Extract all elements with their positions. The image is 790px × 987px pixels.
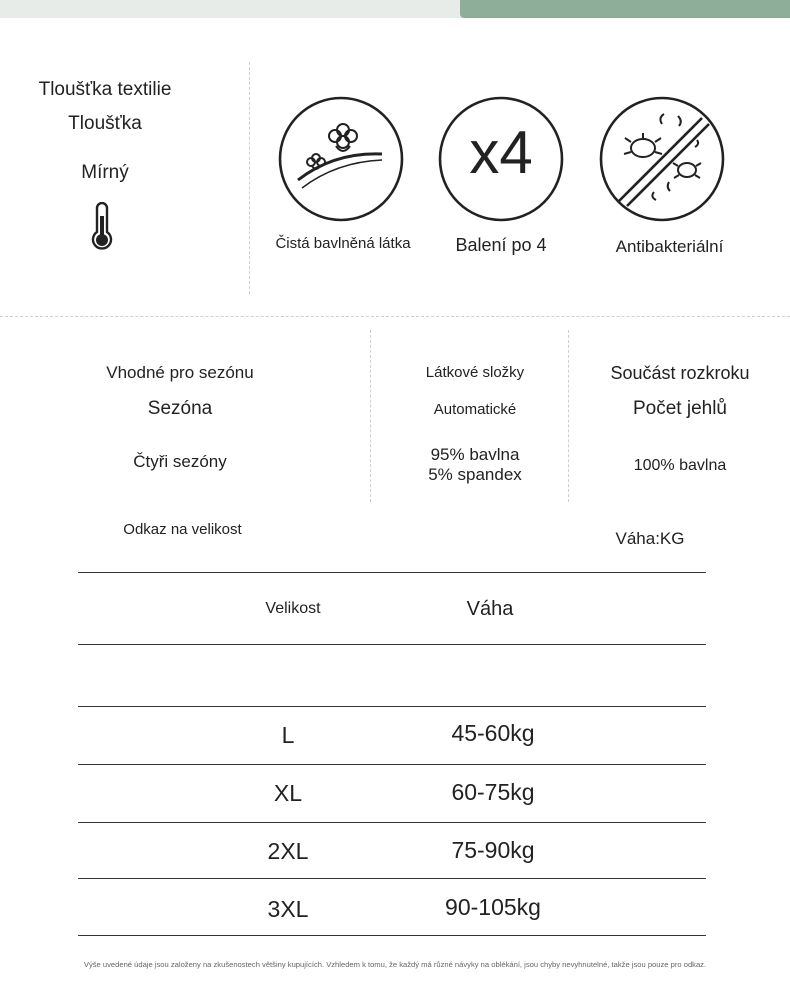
fabric-title: Látkové složky (425, 364, 525, 381)
table-rule (78, 644, 706, 645)
season-subtitle: Sezóna (147, 398, 213, 419)
row-size: 3XL (267, 896, 309, 922)
row-size: 2XL (267, 838, 309, 864)
table-rule (78, 764, 706, 765)
crotch-title: Součást rozkroku (610, 363, 750, 383)
row-weight: 45-60kg (451, 720, 535, 746)
feature-label-pack: Balení po 4 (455, 235, 547, 255)
crotch-subtitle: Počet jehlů (632, 398, 727, 419)
row-weight: 60-75kg (451, 779, 535, 805)
thickness-value: Mírný (81, 162, 129, 183)
table-rule (78, 706, 706, 707)
crotch-value: 100% bavlna (633, 457, 727, 474)
x4-icon (438, 96, 564, 222)
feature-label-cotton: Čistá bavlněná látka (275, 235, 411, 252)
footnote: Výše uvedené údaje jsou založeny na zkušenostech většiny kupujících. Vzhledem k tomu, že každý má různé návyky na oblékání, jsou chyby nevyhnutelné, takže jsou pouze pro odkaz. (83, 960, 707, 969)
row-weight: 75-90kg (451, 837, 535, 863)
x4-badge: x4 (469, 119, 533, 186)
header-weight: Váha (466, 598, 514, 620)
fabric-value-cotton: 95% bavlna (430, 445, 520, 464)
vertical-divider (249, 62, 250, 294)
antibacterial-icon (599, 96, 725, 222)
top-banner-accent (460, 0, 790, 18)
thickness-title: Tloušťka textilie (38, 79, 172, 100)
size-table-unit: Váha:KG (615, 529, 685, 548)
thermometer-icon (89, 202, 115, 252)
season-value: Čtyři sezóny (133, 452, 227, 471)
fabric-subtitle: Automatické (433, 401, 517, 418)
fabric-value-spandex: 5% spandex (428, 465, 522, 484)
table-rule (78, 878, 706, 879)
spec-divider-1 (370, 330, 371, 502)
feature-label-antibacterial: Antibakteriální (615, 237, 724, 256)
header-size: Velikost (265, 600, 321, 617)
thickness-subtitle: Tloušťka (68, 113, 142, 134)
section-divider (0, 316, 790, 317)
table-rule (78, 935, 706, 936)
size-table-title: Odkaz na velikost (123, 521, 242, 538)
season-title: Vhodné pro sezónu (106, 363, 254, 382)
table-rule (78, 822, 706, 823)
row-weight: 90-105kg (445, 894, 541, 920)
table-rule (78, 572, 706, 573)
cotton-icon (278, 96, 404, 222)
row-size: L (281, 722, 295, 748)
row-size: XL (273, 780, 303, 806)
